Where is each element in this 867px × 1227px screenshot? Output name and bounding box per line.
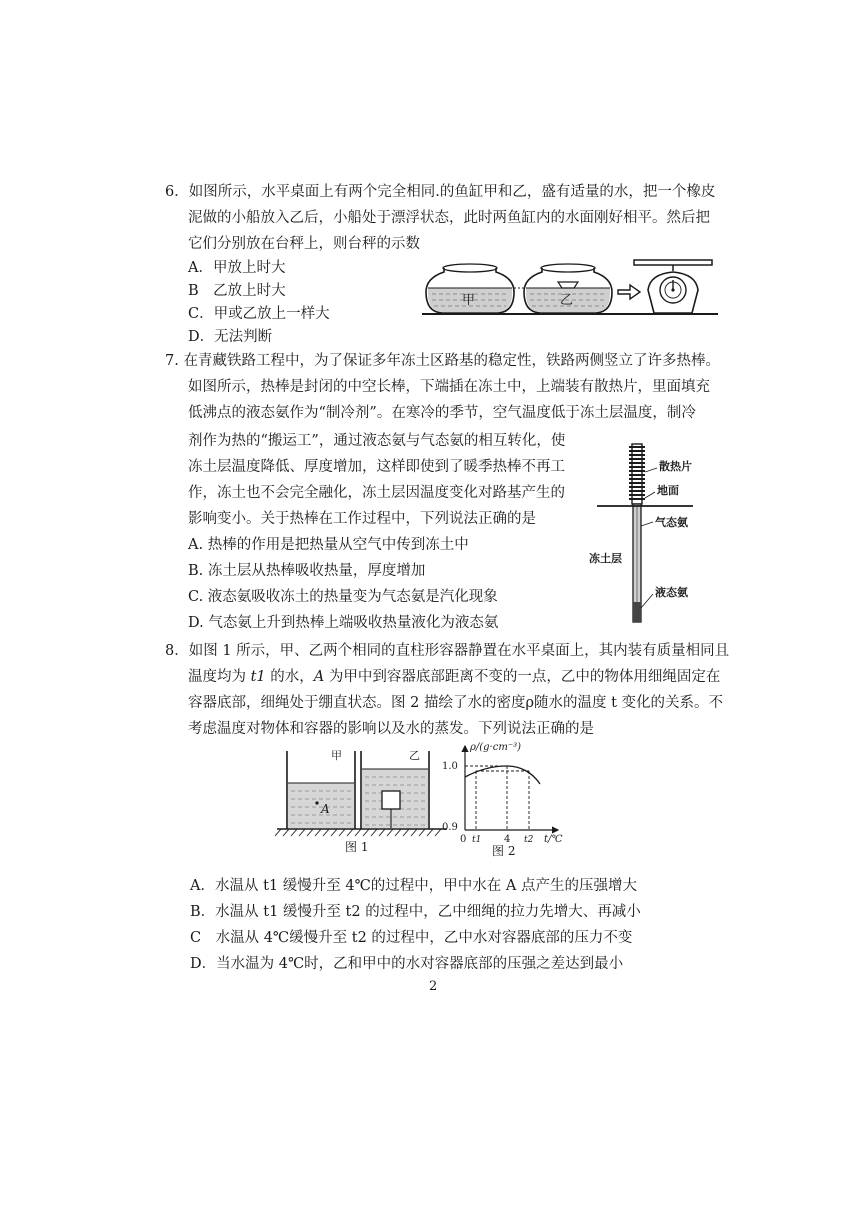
label-container-yi: 乙 (409, 749, 420, 762)
q8-line-4: 考虑温度对物体和容器的影响以及水的蒸发。下列说法正确的是 (188, 721, 594, 737)
q6-option-d: D．无法判断 (188, 329, 273, 345)
q8-figure-2 (440, 738, 575, 858)
q8-option-a: A．水温从 t1 缓慢升至 4℃的过程中，甲中水在 A 点产生的压强增大 (190, 878, 637, 894)
q7-option-d: D. 气态氨上升到热棒上端吸收热量液化为液态氨 (188, 615, 499, 631)
q7-line-3: 低沸点的液态氨作为“制冷剂”。在寒冷的季节，空气温度低于冻土层温度，制冷 (188, 405, 696, 421)
q8-t1-symbol: t1 (250, 669, 266, 685)
q8-line-2-part-a: 温度均为 (188, 669, 251, 685)
q8-line-3: 容器底部，细绳处于绷直状态。图 2 描绘了水的密度ρ随水的温度 t 变化的关系。不 (188, 695, 724, 711)
label-container-jia: 甲 (331, 749, 342, 762)
x-tick-4: 4 (504, 834, 511, 845)
y-tick-1.0: 1.0 (442, 761, 458, 772)
container-jia (287, 749, 355, 829)
tank-jia-label: 甲 (462, 293, 476, 308)
q6-option-a: A．甲放上时大 (188, 260, 286, 276)
platform-scale-icon (634, 260, 712, 313)
heat-fins-icon (629, 444, 645, 504)
point-a-marker (315, 801, 318, 804)
page-number: 2 (429, 979, 438, 994)
label-fins: 散热片 (659, 460, 692, 473)
figure-1-caption: 图 1 (345, 840, 369, 854)
q6-line-2: 泥做的小船放入乙后，小船处于漂浮状态，此时两鱼缸内的水面刚好相平。然后把 (188, 210, 710, 226)
label-gas-ammonia: 气态氨 (655, 516, 688, 529)
q8-line-2-part-c: 为甲中到容器底部距离不变的一点，乙中的物体用细绳固定在 (324, 669, 721, 685)
arrow-right-icon (618, 285, 640, 299)
q8-point-a-symbol: A (313, 669, 325, 685)
tank-yi-label: 乙 (560, 293, 574, 308)
q7-line-2: 如图所示，热棒是封闭的中空长棒，下端插在冻土中，上端装有散热片，里面填充 (188, 379, 710, 395)
liquid-ammonia-fill (633, 602, 641, 622)
q6-line-3: 它们分别放在台秤上，则台秤的示数 (188, 236, 420, 252)
q6-fish-tank-figure (420, 254, 720, 320)
q6-option-b: B 乙放上时大 (188, 283, 286, 299)
q7-heat-pipe-figure (585, 440, 705, 630)
y-tick-0.9: 0.9 (442, 822, 458, 833)
q8-option-c: C 水温从 4℃缓慢升至 t2 的过程中，乙中水对容器底部的压力不变 (190, 930, 633, 946)
label-point-a: A (321, 802, 330, 816)
q7-line-1: 7. 在青藏铁路工程中，为了保证多年冻土区路基的稳定性，铁路两侧竖立了许多热棒。 (165, 353, 720, 369)
q8-line-2 (188, 665, 720, 686)
x-tick-origin: 0 (460, 834, 467, 845)
q7-option-c: C. 液态氨吸收冻土的热量变为气态氨是汽化现象 (188, 589, 498, 605)
x-tick-t1: t1 (472, 835, 482, 845)
q8-option-b: B．水温从 t1 缓慢升至 t2 的过程中，乙中细绳的拉力先增大、再减小 (190, 904, 641, 920)
figure-2-caption: 图 2 (492, 844, 516, 858)
tied-object (382, 791, 400, 809)
q7-option-a: A. 热棒的作用是把热量从空气中传到冻土中 (188, 537, 469, 553)
y-axis-label: ρ/(g·cm⁻³) (470, 742, 522, 753)
q8-line-2-part-b: 的水， (265, 669, 314, 685)
q7-line-7: 影响变小。关于热棒在工作过程中，下列说法正确的是 (188, 511, 536, 527)
q8-figure-1 (275, 745, 450, 857)
fish-tank-yi (524, 264, 612, 313)
x-axis-label: t/℃ (544, 834, 563, 845)
label-frozen-layer: 冻土层 (589, 552, 622, 565)
q7-line-4: 剂作为热的“搬运工”，通过液态氨与气态氨的相互转化，使 (188, 433, 566, 449)
label-liquid-ammonia: 液态氨 (655, 586, 688, 599)
fish-tank-jia (426, 264, 514, 313)
q7-line-6: 作，冻土也不会完全融化，冻土层因温度变化对路基产生的 (188, 485, 565, 501)
q8-line-1: 8．如图 1 所示，甲、乙两个相同的直柱形容器静置在水平桌面上，其内装有质量相同且 (165, 643, 730, 659)
clay-boat-icon (558, 282, 578, 288)
q7-line-5: 冻土层温度降低、厚度增加，这样即使到了暖季热棒不再工 (188, 459, 565, 475)
q6-option-c: C．甲或乙放上一样大 (188, 306, 330, 322)
container-yi (361, 749, 429, 829)
q7-option-b: B. 冻土层从热棒吸收热量，厚度增加 (188, 563, 426, 579)
q8-option-d: D．当水温为 4℃时，乙和甲中的水对容器底部的压强之差达到最小 (190, 956, 624, 972)
x-tick-t2: t2 (524, 835, 534, 845)
q6-line-1: 6．如图所示，水平桌面上有两个完全相同.的鱼缸甲和乙，盛有适量的水，把一个橡皮 (165, 184, 716, 200)
label-ground: 地面 (657, 484, 679, 497)
